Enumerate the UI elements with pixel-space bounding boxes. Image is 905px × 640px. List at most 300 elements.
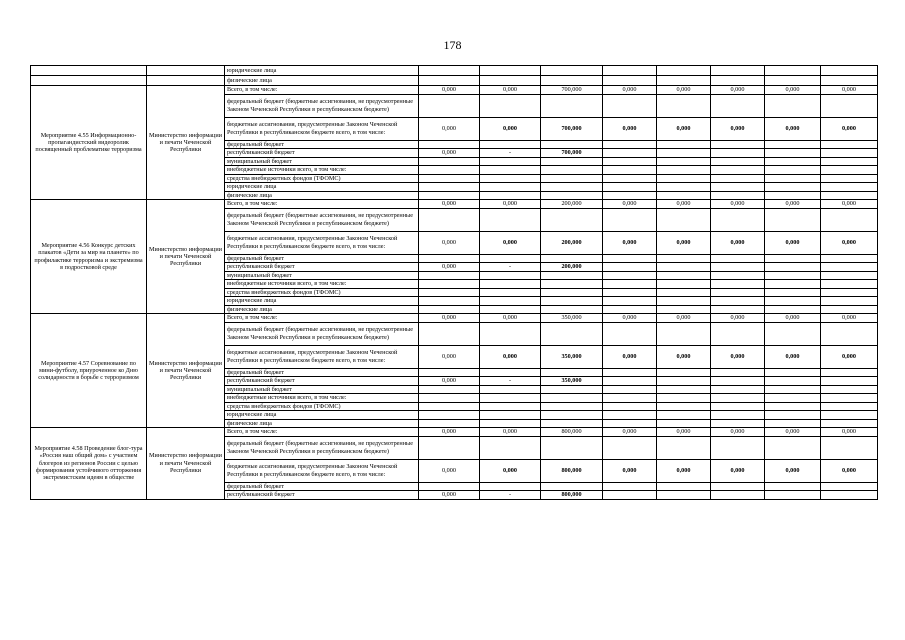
value-cell: 0,000 (419, 377, 480, 386)
value-cell: - (480, 491, 541, 500)
value-cell: 0,000 (711, 314, 765, 323)
value-cell (711, 491, 765, 500)
source-label: юридические лица (225, 66, 419, 76)
value-cell (711, 191, 765, 200)
value-cell (821, 157, 878, 166)
value-cell (603, 280, 657, 289)
source-label: Всего, в том числе: (225, 86, 419, 95)
value-cell (765, 174, 821, 183)
value-cell: - (480, 149, 541, 158)
value-cell (541, 305, 603, 314)
executor-name: Министерство информации и печати Чеченской Республики (147, 86, 225, 200)
value-cell: - (480, 263, 541, 272)
table-row (31, 66, 878, 76)
source-label: республиканский бюджет (225, 377, 419, 386)
value-cell (541, 394, 603, 403)
value-cell (765, 377, 821, 386)
value-cell: 0,000 (657, 86, 711, 95)
value-cell (765, 411, 821, 420)
value-cell (603, 482, 657, 491)
value-cell (603, 368, 657, 377)
value-cell: 0,000 (821, 200, 878, 209)
source-label: Всего, в том числе: (225, 314, 419, 323)
value-cell: 700,000 (541, 86, 603, 95)
value-cell (419, 254, 480, 263)
value-cell (711, 254, 765, 263)
value-cell (711, 411, 765, 420)
value-cell: 0,000 (657, 345, 711, 368)
activity-name: Мероприятие 4.58 Проведение блог-тура «Россия наш общий дом» с участием блогеров из регионов России с целью формирования устойчивого отторжения экстремистским идеям в обществе (31, 428, 147, 500)
value-cell (657, 482, 711, 491)
source-label: федеральный бюджет (225, 140, 419, 149)
value-cell (821, 271, 878, 280)
value-cell (711, 157, 765, 166)
table-row (31, 76, 878, 86)
value-cell (480, 288, 541, 297)
value-cell (541, 436, 603, 459)
value-cell (541, 166, 603, 175)
value-cell (765, 166, 821, 175)
value-cell (821, 305, 878, 314)
value-cell (765, 394, 821, 403)
value-cell (419, 183, 480, 192)
value-cell: 0,000 (603, 200, 657, 209)
value-cell (603, 436, 657, 459)
value-cell (711, 149, 765, 158)
value-cell (711, 419, 765, 428)
value-cell (765, 94, 821, 117)
value-cell (603, 263, 657, 272)
value-cell: 0,000 (657, 459, 711, 482)
value-cell: 0,000 (603, 459, 657, 482)
value-cell (480, 271, 541, 280)
value-cell (765, 402, 821, 411)
source-label: федеральный бюджет (бюджетные ассигнования, не предусмотренные Законом Чеченской Республики в республиканском бюджете) (225, 322, 419, 345)
source-label: средства внебюджетных фондов (ТФОМС) (225, 174, 419, 183)
value-cell: 0,000 (711, 345, 765, 368)
value-cell (821, 94, 878, 117)
value-cell: 0,000 (711, 86, 765, 95)
value-cell (765, 322, 821, 345)
value-cell (821, 394, 878, 403)
value-cell: 0,000 (765, 200, 821, 209)
value-cell: 0,000 (480, 314, 541, 323)
value-cell (419, 402, 480, 411)
value-cell (821, 254, 878, 263)
value-cell: 0,000 (711, 231, 765, 254)
executor-cell (147, 66, 225, 76)
value-cell: 200,000 (541, 263, 603, 272)
source-label: внебюджетные источники всего, в том числе: (225, 166, 419, 175)
executor-name: Министерство информации и печати Чеченской Республики (147, 200, 225, 314)
value-cell (711, 297, 765, 306)
value-cell (419, 419, 480, 428)
value-cell (419, 174, 480, 183)
value-cell (765, 280, 821, 289)
value-cell (603, 402, 657, 411)
source-label: республиканский бюджет (225, 263, 419, 272)
value-cell (419, 271, 480, 280)
value-cell (603, 191, 657, 200)
value-cell (711, 280, 765, 289)
value-cell: 0,000 (821, 314, 878, 323)
value-cell: 0,000 (603, 117, 657, 140)
value-cell: 200,000 (541, 200, 603, 209)
value-cell (821, 208, 878, 231)
value-cell (657, 377, 711, 386)
value-cell (541, 402, 603, 411)
value-cell: 0,000 (603, 314, 657, 323)
value-cell (480, 174, 541, 183)
value-cell (541, 94, 603, 117)
value-cell (480, 94, 541, 117)
value-cell (603, 385, 657, 394)
value-cell: 800,000 (541, 491, 603, 500)
value-cell: 800,000 (541, 459, 603, 482)
value-cell: 0,000 (657, 231, 711, 254)
value-cell (480, 191, 541, 200)
value-cell: 0,000 (711, 428, 765, 437)
value-cell: 800,000 (541, 428, 603, 437)
value-cell: 350,000 (541, 314, 603, 323)
value-cell (821, 368, 878, 377)
value-cell (603, 174, 657, 183)
value-cell (419, 208, 480, 231)
source-label: муниципальный бюджет (225, 385, 419, 394)
source-label: республиканский бюджет (225, 491, 419, 500)
value-cell (541, 419, 603, 428)
value-cell: 0,000 (419, 86, 480, 95)
value-cell (821, 263, 878, 272)
value-cell: 0,000 (480, 345, 541, 368)
value-cell (480, 394, 541, 403)
value-cell (711, 377, 765, 386)
value-cell: 0,000 (657, 117, 711, 140)
value-cell: 0,000 (419, 149, 480, 158)
value-cell: 0,000 (419, 491, 480, 500)
value-cell (541, 140, 603, 149)
value-cell: 200,000 (541, 231, 603, 254)
value-cell (419, 288, 480, 297)
source-label: физические лица (225, 76, 419, 86)
value-cell (711, 394, 765, 403)
value-cell (821, 288, 878, 297)
value-cell: 0,000 (419, 200, 480, 209)
value-cell (419, 482, 480, 491)
value-cell (765, 297, 821, 306)
value-cell: 0,000 (657, 200, 711, 209)
value-cell (480, 157, 541, 166)
value-cell (821, 385, 878, 394)
value-cell (657, 288, 711, 297)
value-cell (541, 297, 603, 306)
value-cell (480, 402, 541, 411)
source-label: юридические лица (225, 411, 419, 420)
value-cell (821, 482, 878, 491)
value-cell (765, 305, 821, 314)
value-cell: 700,000 (541, 149, 603, 158)
value-cell (603, 419, 657, 428)
value-cell: 0,000 (419, 231, 480, 254)
value-cell (541, 368, 603, 377)
source-label: федеральный бюджет (225, 254, 419, 263)
value-cell (711, 94, 765, 117)
source-label: бюджетные ассигнования, предусмотренные Законом Чеченской Республики в республиканском бюджете всего, в том числе: (225, 231, 419, 254)
value-cell (765, 208, 821, 231)
value-cell (603, 288, 657, 297)
value-cell (657, 183, 711, 192)
value-cell (711, 385, 765, 394)
source-label: физические лица (225, 191, 419, 200)
source-label: федеральный бюджет (225, 368, 419, 377)
source-label: средства внебюджетных фондов (ТФОМС) (225, 402, 419, 411)
value-cell (603, 305, 657, 314)
value-cell (419, 280, 480, 289)
value-cell (821, 322, 878, 345)
value-cell (603, 183, 657, 192)
value-cell (480, 140, 541, 149)
executor-cell (147, 76, 225, 86)
value-cell: 0,000 (419, 314, 480, 323)
source-label: федеральный бюджет (225, 482, 419, 491)
value-cell: 0,000 (765, 459, 821, 482)
value-cell (603, 149, 657, 158)
value-cell (711, 305, 765, 314)
source-label: физические лица (225, 305, 419, 314)
value-cell (480, 419, 541, 428)
value-cell (603, 377, 657, 386)
value-cell (541, 191, 603, 200)
table-row (31, 200, 878, 209)
value-cell (711, 183, 765, 192)
value-cell (657, 271, 711, 280)
value-cell (541, 271, 603, 280)
executor-name: Министерство информации и печати Чеченской Республики (147, 428, 225, 500)
value-cell (419, 157, 480, 166)
value-cell (657, 280, 711, 289)
value-cell: 350,000 (541, 345, 603, 368)
value-cell: 0,000 (765, 231, 821, 254)
value-cell (765, 271, 821, 280)
value-cell (603, 254, 657, 263)
value-cell (480, 280, 541, 289)
value-cell (657, 297, 711, 306)
value-cell (419, 305, 480, 314)
value-cell (657, 491, 711, 500)
source-label: юридические лица (225, 183, 419, 192)
budget-table (30, 65, 878, 500)
value-cell (821, 411, 878, 420)
value-cell (765, 288, 821, 297)
value-cell (480, 482, 541, 491)
value-cell (657, 149, 711, 158)
value-cell (657, 263, 711, 272)
value-cell (765, 191, 821, 200)
value-cell: 0,000 (603, 86, 657, 95)
value-cell (765, 140, 821, 149)
value-cell (657, 94, 711, 117)
value-cell (657, 191, 711, 200)
value-cell (821, 174, 878, 183)
value-cell (541, 385, 603, 394)
value-cell (603, 322, 657, 345)
value-cell (480, 166, 541, 175)
activity-name: Мероприятие 4.56 Конкурс детских плакатов «Дети за мир на планете» по профилактике терроризма и экстремизма в подростковой среде (31, 200, 147, 314)
value-cell: 0,000 (821, 345, 878, 368)
value-cell (711, 271, 765, 280)
value-cell: 0,000 (765, 117, 821, 140)
value-cell: 0,000 (711, 117, 765, 140)
source-label: бюджетные ассигнования, предусмотренные Законом Чеченской Республики в республиканском бюджете всего, в том числе: (225, 459, 419, 482)
activity-cell (31, 76, 147, 86)
value-cell (711, 208, 765, 231)
value-cell (657, 436, 711, 459)
value-cell (821, 140, 878, 149)
value-cell (419, 94, 480, 117)
value-cell (657, 208, 711, 231)
value-cell: 0,000 (603, 428, 657, 437)
value-cell (541, 288, 603, 297)
source-label: бюджетные ассигнования, предусмотренные Законом Чеченской Республики в республиканском бюджете всего, в том числе: (225, 117, 419, 140)
table-row (31, 314, 878, 323)
value-cell (711, 288, 765, 297)
value-cell (765, 368, 821, 377)
value-cell: 0,000 (480, 231, 541, 254)
value-cell (541, 157, 603, 166)
value-cell (603, 271, 657, 280)
value-cell (657, 411, 711, 420)
value-cell (480, 436, 541, 459)
executor-name: Министерство информации и печати Чеченской Республики (147, 314, 225, 428)
value-cell: 0,000 (711, 200, 765, 209)
table-row (31, 86, 878, 95)
value-cell (657, 368, 711, 377)
value-cell: 0,000 (765, 86, 821, 95)
value-cell (480, 208, 541, 231)
value-cell (821, 402, 878, 411)
value-cell (480, 322, 541, 345)
table-row (31, 428, 878, 437)
value-cell (419, 140, 480, 149)
value-cell (603, 208, 657, 231)
value-cell: 0,000 (419, 263, 480, 272)
value-cell: 700,000 (541, 117, 603, 140)
value-cell (821, 419, 878, 428)
source-label: федеральный бюджет (бюджетные ассигнования, не предусмотренные Законом Чеченской Республики в республиканском бюджете) (225, 94, 419, 117)
value-cell (541, 411, 603, 420)
value-cell: 0,000 (821, 428, 878, 437)
value-cell (657, 402, 711, 411)
value-cell: 0,000 (657, 314, 711, 323)
value-cell: 350,000 (541, 377, 603, 386)
value-cell: 0,000 (419, 345, 480, 368)
value-cell: 0,000 (603, 345, 657, 368)
value-cell (541, 254, 603, 263)
value-cell (821, 166, 878, 175)
value-cell: 0,000 (419, 459, 480, 482)
page-number: 178 (443, 38, 462, 52)
source-label: юридические лица (225, 297, 419, 306)
value-cell: 0,000 (711, 459, 765, 482)
value-cell (657, 166, 711, 175)
value-cell (765, 254, 821, 263)
value-cell (541, 174, 603, 183)
value-cell (603, 411, 657, 420)
value-cell: 0,000 (821, 117, 878, 140)
value-cell (603, 140, 657, 149)
value-cell: 0,000 (603, 231, 657, 254)
value-cell: 0,000 (480, 117, 541, 140)
source-label: внебюджетные источники всего, в том числе: (225, 280, 419, 289)
value-cell (765, 183, 821, 192)
value-cell (419, 191, 480, 200)
value-cell (711, 402, 765, 411)
value-cell (711, 166, 765, 175)
value-cell (480, 297, 541, 306)
value-cell: 0,000 (765, 345, 821, 368)
source-label: муниципальный бюджет (225, 271, 419, 280)
value-cell (657, 322, 711, 345)
value-cell (480, 183, 541, 192)
value-cell (603, 297, 657, 306)
value-cell (657, 254, 711, 263)
value-cell: 0,000 (419, 117, 480, 140)
value-cell (711, 482, 765, 491)
value-cell (480, 411, 541, 420)
value-cell (419, 368, 480, 377)
value-cell (657, 385, 711, 394)
value-cell (480, 385, 541, 394)
value-cell (765, 263, 821, 272)
value-cell: - (480, 377, 541, 386)
source-label: Всего, в том числе: (225, 428, 419, 437)
value-cell (711, 368, 765, 377)
value-cell (657, 174, 711, 183)
value-cell: 0,000 (821, 231, 878, 254)
source-label: муниципальный бюджет (225, 157, 419, 166)
source-label: бюджетные ассигнования, предусмотренные Законом Чеченской Республики в республиканском бюджете всего, в том числе: (225, 345, 419, 368)
value-cell (711, 436, 765, 459)
activity-name: Мероприятие 4.55 Информационно-пропагандистский видеоролик посвященный проблематике терроризма (31, 86, 147, 200)
value-cell: 0,000 (657, 428, 711, 437)
value-cell (765, 482, 821, 491)
source-label: республиканский бюджет (225, 149, 419, 158)
source-label: федеральный бюджет (бюджетные ассигнования, не предусмотренные Законом Чеченской Республики в республиканском бюджете) (225, 436, 419, 459)
value-cell (765, 385, 821, 394)
value-cell (419, 394, 480, 403)
value-cell (821, 191, 878, 200)
value-cell (821, 377, 878, 386)
source-label: внебюджетные источники всего, в том числе: (225, 394, 419, 403)
value-cell (821, 183, 878, 192)
value-cell (657, 419, 711, 428)
value-cell (480, 368, 541, 377)
value-cell (603, 94, 657, 117)
value-cell: 0,000 (480, 200, 541, 209)
value-cell (711, 263, 765, 272)
value-cell (603, 157, 657, 166)
value-cell (480, 254, 541, 263)
value-cell: 0,000 (765, 314, 821, 323)
value-cell (541, 183, 603, 192)
value-cell (657, 305, 711, 314)
value-cell (765, 149, 821, 158)
value-cell (821, 491, 878, 500)
value-cell (419, 385, 480, 394)
value-cell (657, 394, 711, 403)
activity-cell (31, 66, 147, 76)
source-label: средства внебюджетных фондов (ТФОМС) (225, 288, 419, 297)
